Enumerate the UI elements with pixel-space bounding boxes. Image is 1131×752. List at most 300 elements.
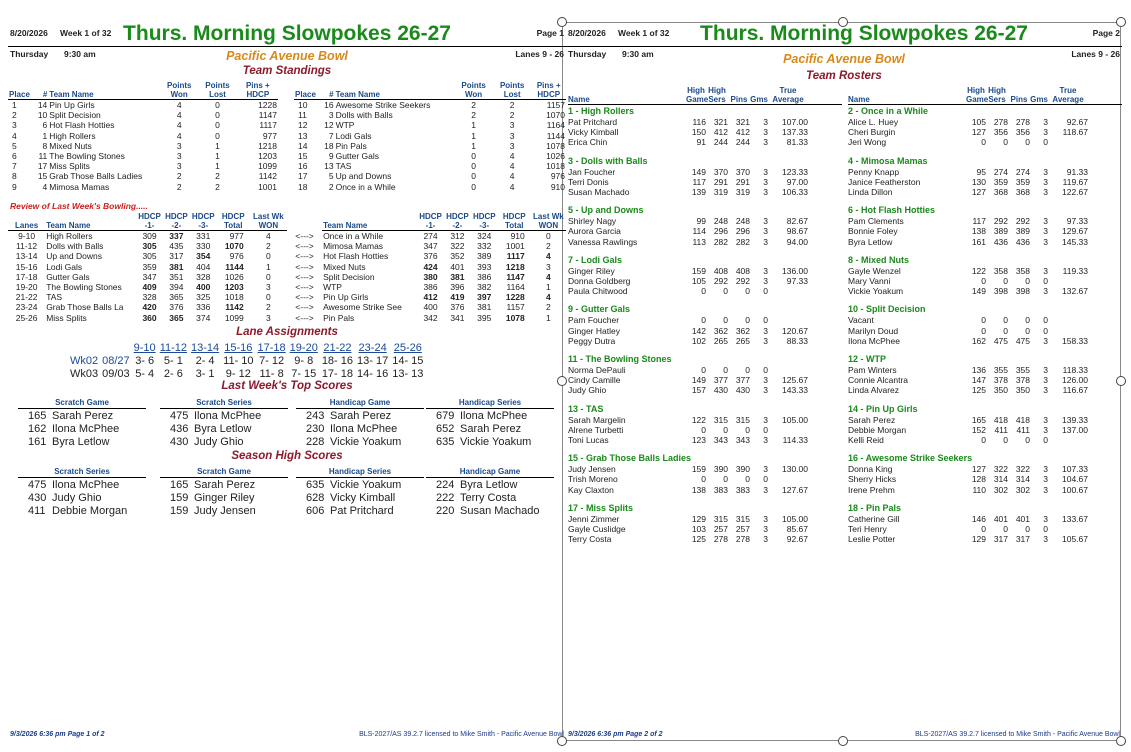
- score-category-title: Scratch Series: [160, 398, 288, 409]
- roster-team-name: 13 - TAS: [568, 403, 604, 414]
- roster-player-row: [568, 266, 842, 276]
- high-game: 91: [696, 137, 706, 148]
- roster-player-row: [848, 514, 1122, 524]
- won-cell: 1: [265, 261, 271, 272]
- score-value: 165: [28, 410, 47, 422]
- high-series: 436: [993, 236, 1008, 247]
- player-name: Sherry Hicks: [848, 474, 897, 485]
- bowling-center: Pacific Avenue Bowl: [783, 52, 905, 66]
- bowler-name: Pat Pritchard: [330, 505, 394, 517]
- roster-team-block: [848, 404, 1122, 446]
- standings-row: [294, 100, 566, 111]
- pins: 244: [735, 137, 750, 148]
- high-series: 274: [993, 166, 1008, 177]
- score-column: [18, 467, 146, 518]
- true-average: 120.67: [782, 325, 808, 336]
- high-series: 389: [993, 226, 1008, 237]
- col-g1-opp: HDCP -1-: [417, 212, 444, 231]
- roster-player-row: [848, 216, 1122, 226]
- lanes-range: Lanes 9 - 26: [1071, 49, 1120, 59]
- won-cell: 0: [265, 271, 271, 282]
- game2-cell: 351: [169, 271, 184, 282]
- player-name: Sarah Margelin: [568, 414, 626, 425]
- game1-cell: 420: [142, 302, 157, 313]
- opp-game2-cell: 312: [450, 231, 465, 241]
- lane-pair-header: 9-10: [133, 342, 156, 354]
- pins: 322: [1015, 464, 1030, 475]
- score-column: [160, 467, 288, 518]
- opp-team-name-cell: Mimosa Mamas: [323, 241, 384, 252]
- true-average: [1048, 137, 1088, 147]
- player-name: Teri Henry: [848, 524, 887, 535]
- games: 3: [763, 137, 768, 148]
- bowler-name: Ilona McPhee: [52, 479, 120, 491]
- team-name-cell: Lodi Gals: [335, 130, 372, 141]
- pins: 350: [1015, 385, 1030, 396]
- pins: 398: [1015, 286, 1030, 297]
- points-lost-cell: 0: [215, 100, 220, 110]
- points-lost-cell: 4: [509, 151, 515, 162]
- pins-hdcp-cell: 1070: [546, 110, 565, 121]
- opp-team-name-cell: Split Decision: [323, 271, 375, 282]
- roster-player-row: [848, 226, 1122, 236]
- true-average: 114.33: [782, 435, 808, 446]
- score-value: 635: [306, 479, 325, 491]
- col-hdcp: Pins + HDCP: [531, 81, 566, 100]
- lane-pair-header: 11-12: [159, 342, 188, 354]
- pins: 278: [735, 534, 750, 545]
- game3-cell: 404: [196, 261, 211, 272]
- pins: 378: [1015, 375, 1030, 386]
- roster-col-pins: Pins: [1010, 95, 1028, 104]
- lanes-cell: 11-12: [16, 241, 38, 252]
- roster-player-row: [848, 137, 1122, 147]
- rosters-title: Team Rosters: [806, 70, 882, 82]
- pins-hdcp-cell: 1142: [258, 171, 277, 182]
- games: 3: [763, 265, 768, 276]
- opp-game2-cell: 352: [450, 251, 465, 262]
- roster-player-row: [848, 177, 1122, 187]
- opp-game1-cell: 347: [423, 241, 438, 252]
- team-name-cell: WTP: [335, 120, 355, 131]
- player-name: Bonnie Foley: [848, 226, 898, 237]
- high-game: 162: [971, 335, 986, 346]
- opp-game1-cell: 412: [423, 292, 438, 303]
- score-value: 224: [436, 479, 455, 491]
- pins: 0: [1025, 137, 1030, 148]
- roster-team-block: [568, 255, 842, 297]
- high-game: 105: [971, 117, 986, 127]
- roster-player-row: [568, 315, 842, 325]
- won-cell: 2: [265, 302, 271, 313]
- team-name-cell: High Rollers: [46, 231, 93, 241]
- pins: 315: [735, 414, 750, 425]
- team-name-cell: Gutter Gals: [46, 271, 90, 282]
- high-game: 105: [691, 276, 706, 287]
- true-average: 122.67: [1062, 187, 1088, 198]
- true-average: 82.67: [786, 216, 808, 227]
- score-column: [160, 398, 288, 449]
- review-rows: [8, 231, 566, 323]
- roster-player-row: [568, 286, 842, 296]
- roster-player-row: [568, 514, 842, 524]
- lane-pair-header: 25-26: [393, 342, 422, 354]
- player-name: Sarah Perez: [848, 414, 896, 425]
- versus-cell: <--->: [295, 292, 314, 303]
- games: 3: [1043, 365, 1048, 376]
- report-date: 8/20/2026: [10, 28, 48, 38]
- high-series: 0: [1003, 137, 1008, 148]
- roster-team-block: [568, 205, 842, 247]
- player-name: Vanessa Rawlings: [568, 236, 638, 247]
- place-cell: 16: [298, 161, 308, 172]
- points-won-cell: 3: [176, 140, 182, 151]
- roster-player-row: [568, 524, 842, 534]
- true-average: 116.67: [1062, 385, 1088, 396]
- page-number: Page 2: [1092, 28, 1120, 38]
- pins: 383: [735, 484, 750, 495]
- opp-game1-cell: 400: [423, 302, 438, 313]
- games: 3: [1043, 265, 1048, 276]
- player-name: Marilyn Doud: [848, 325, 899, 336]
- true-average: [1048, 326, 1088, 336]
- game1-cell: 359: [142, 261, 157, 272]
- high-series: 322: [993, 464, 1008, 475]
- roster-player-row: [568, 237, 842, 247]
- opp-game1-cell: 274: [423, 231, 438, 241]
- pins: 0: [1025, 325, 1030, 336]
- true-average: 137.33: [782, 127, 808, 138]
- points-lost-cell: 4: [509, 181, 515, 192]
- roster-player-row: [568, 187, 842, 197]
- roster-player-row: [848, 315, 1122, 325]
- score-entry: [296, 479, 424, 492]
- high-series: 355: [993, 365, 1008, 376]
- standings-row: [294, 161, 566, 171]
- games: 3: [763, 385, 768, 396]
- team-pairing: 13- 13: [392, 368, 424, 380]
- pins: 418: [1015, 414, 1030, 425]
- true-average: [768, 286, 808, 296]
- roster-player-row: [848, 237, 1122, 247]
- opp-team-name-cell: Mixed Nuts: [323, 261, 366, 272]
- pins: 390: [735, 464, 750, 475]
- opp-game2-cell: 381: [450, 271, 465, 282]
- true-average: 97.33: [1066, 216, 1088, 227]
- lanes-cell: 15-16: [15, 261, 38, 272]
- player-name: Linda Dillon: [848, 187, 893, 198]
- points-won-cell: 2: [176, 181, 182, 192]
- high-game: 129: [691, 513, 706, 524]
- bowler-name: Ginger Riley: [194, 492, 255, 504]
- high-game: 130: [971, 176, 986, 187]
- team-pairing: 2- 4: [195, 355, 215, 367]
- high-game: 159: [691, 464, 706, 475]
- games: 3: [763, 236, 768, 247]
- roster-player-row: [848, 365, 1122, 375]
- high-game: 127: [971, 187, 986, 198]
- games: 3: [763, 414, 768, 425]
- high-game: 103: [691, 524, 706, 535]
- roster-team-block: [568, 354, 842, 396]
- standings-row: [8, 120, 278, 130]
- true-average: 123.33: [782, 166, 808, 177]
- high-game: 0: [981, 137, 986, 148]
- team-number-cell: 7: [328, 130, 334, 141]
- roster-col-hg: High Game: [966, 86, 989, 104]
- team-name-cell: Miss Splits: [49, 161, 90, 172]
- player-name: Gayle Wenzel: [848, 265, 901, 276]
- opp-game2-cell: 341: [450, 312, 465, 323]
- score-value: 222: [436, 492, 455, 504]
- games: 3: [763, 524, 768, 535]
- true-average: [1048, 276, 1088, 286]
- roster-player-row: [568, 385, 842, 395]
- score-column: [296, 398, 424, 449]
- roster-header: [848, 86, 1122, 105]
- pins: 412: [735, 127, 750, 138]
- pins: 355: [1015, 365, 1030, 376]
- roster-team-block: [568, 106, 842, 148]
- bowler-name: Sarah Perez: [52, 410, 114, 422]
- points-won-cell: 3: [176, 151, 182, 162]
- games: 3: [1043, 474, 1048, 485]
- review-table: [8, 212, 566, 323]
- roster-col-gms: Gms: [1030, 95, 1048, 104]
- opp-game3-cell: 395: [477, 312, 492, 323]
- print-stamp: 9/3/2026 6:36 pm Page 1 of 2: [10, 731, 105, 738]
- high-game: 125: [691, 534, 706, 545]
- roster-team-name: 11 - The Bowling Stones: [568, 354, 672, 365]
- true-average: 139.33: [1062, 414, 1088, 425]
- high-series: 319: [713, 187, 728, 198]
- games: 3: [1043, 385, 1048, 396]
- total-cell: 976: [229, 251, 244, 262]
- player-name: Pat Pritchard: [568, 117, 618, 127]
- game1-cell: 309: [142, 231, 157, 241]
- pins: 248: [735, 216, 750, 227]
- roster-team-name: 6 - Hot Flash Hotties: [848, 205, 936, 216]
- team-number-cell: 16: [324, 100, 334, 110]
- col-team-opp: Team Name: [322, 212, 417, 231]
- roster-player-row: [848, 266, 1122, 276]
- pins-hdcp-cell: 1147: [258, 110, 277, 121]
- opp-team-name-cell: WTP: [323, 282, 342, 293]
- lane-header-spacer: [68, 342, 100, 355]
- col-place: Place: [8, 81, 34, 100]
- games: 3: [1043, 484, 1048, 495]
- opp-game1-cell: 386: [423, 282, 438, 293]
- true-average: [768, 425, 808, 435]
- roster-player-row: [848, 187, 1122, 197]
- place-cell: 12: [298, 120, 308, 131]
- true-average: 132.67: [1062, 286, 1088, 297]
- score-value: 161: [28, 436, 47, 448]
- true-average: [768, 315, 808, 325]
- roster-player-row: [568, 276, 842, 286]
- points-won-cell: 1: [471, 140, 476, 151]
- standings-row: [8, 171, 278, 181]
- true-average: 105.00: [782, 513, 808, 524]
- report-date: 8/20/2026: [568, 28, 606, 38]
- roster-team-block: [848, 304, 1122, 346]
- roster-player-row: [568, 117, 842, 127]
- games: 3: [763, 484, 768, 495]
- won-cell: 3: [265, 282, 271, 293]
- pins-hdcp-cell: 910: [550, 181, 565, 192]
- points-won-cell: 2: [471, 100, 476, 110]
- high-series: 282: [713, 236, 728, 247]
- games: 0: [763, 365, 768, 376]
- high-game: 157: [691, 385, 706, 396]
- col-won: Points Won: [454, 81, 493, 100]
- pins: 257: [735, 524, 750, 535]
- opp-won-cell: 2: [546, 241, 551, 252]
- pins: 302: [1015, 484, 1030, 495]
- games: 3: [763, 216, 768, 227]
- high-series: 302: [993, 484, 1008, 495]
- high-game: 0: [701, 315, 706, 326]
- score-value: 652: [436, 423, 455, 435]
- opp-game2-cell: 419: [450, 292, 465, 303]
- games: 3: [763, 176, 768, 187]
- points-lost-cell: 4: [509, 171, 515, 182]
- roster-team-name: 18 - Pin Pals: [848, 502, 902, 513]
- player-name: Vickie Yoakum: [848, 286, 904, 297]
- license-text: BLS-2027/AS 39.2.7 licensed to Mike Smith - Pacific Avenue Bowl: [915, 731, 1120, 738]
- high-series: 358: [993, 265, 1008, 276]
- team-name-cell: Grab Those Balls Ladies: [49, 171, 143, 182]
- roster-player-row: [568, 216, 842, 226]
- roster-player-row: [848, 375, 1122, 385]
- place-cell: 4: [12, 130, 17, 141]
- roster-col-hs: High Sers: [708, 86, 726, 104]
- points-lost-cell: 1: [215, 151, 220, 162]
- game3-cell: 328: [196, 271, 211, 282]
- league-time: 9:30 am: [622, 49, 654, 59]
- bowler-name: Vickie Yoakum: [330, 479, 402, 491]
- roster-col-pins: Pins: [730, 95, 748, 104]
- game2-cell: 365: [169, 312, 184, 323]
- player-name: Shirley Nagy: [568, 216, 617, 227]
- pins-hdcp-cell: 1099: [258, 161, 277, 172]
- player-name: Terri Donis: [568, 176, 609, 187]
- season-high-title: Season High Scores: [231, 450, 343, 462]
- high-series: 244: [713, 137, 728, 148]
- roster-player-row: [848, 425, 1122, 435]
- score-entry: [296, 436, 424, 449]
- high-series: 315: [713, 414, 728, 425]
- game2-cell: 376: [169, 302, 184, 313]
- pins: 356: [1015, 127, 1030, 138]
- score-category-title: Scratch Series: [18, 467, 146, 478]
- score-entry: [18, 479, 146, 492]
- player-name: Alrene Turbetti: [568, 424, 624, 435]
- games: 3: [1043, 424, 1048, 435]
- team-name-cell: TAS: [46, 292, 63, 303]
- bowler-name: Sarah Perez: [330, 410, 392, 422]
- standings-table-right: [294, 81, 566, 192]
- opp-total-cell: 1218: [505, 261, 525, 272]
- versus-cell: <--->: [295, 230, 314, 241]
- true-average: 98.67: [786, 226, 808, 237]
- player-name: Judy Ghio: [568, 385, 607, 396]
- player-name: Leslie Potter: [848, 534, 896, 545]
- points-lost-cell: 0: [215, 130, 220, 141]
- col-won: Points Won: [161, 81, 197, 100]
- place-cell: 14: [298, 140, 308, 151]
- pins: 0: [745, 474, 750, 485]
- true-average: 100.67: [1062, 484, 1088, 495]
- pins: 401: [1015, 513, 1030, 524]
- player-name: Cheri Burgin: [848, 127, 896, 138]
- game1-cell: 305: [142, 241, 157, 252]
- lanes-cell: 23-24: [15, 302, 38, 313]
- roster-player-row: [568, 474, 842, 484]
- team-pairing: 7- 15: [291, 368, 317, 380]
- pins: 296: [735, 226, 750, 237]
- player-name: Pam Winters: [848, 365, 897, 376]
- roster-col-hs: High Sers: [988, 86, 1006, 104]
- total-cell: 977: [229, 231, 244, 241]
- roster-player-row: [848, 534, 1122, 544]
- pins: 291: [735, 176, 750, 187]
- player-name: Connie Alcantra: [848, 375, 909, 386]
- lane-pair-header: 17-18: [257, 342, 286, 354]
- team-name-cell: Lodi Gals: [46, 261, 83, 272]
- team-name-cell: Up and Downs: [46, 251, 102, 262]
- games: 3: [1043, 335, 1048, 346]
- true-average: 81.33: [786, 137, 808, 148]
- player-name: Ginger Hatley: [568, 325, 620, 336]
- opp-game3-cell: 382: [477, 282, 492, 293]
- opp-game1-cell: 380: [423, 271, 438, 282]
- score-entry: [160, 505, 288, 518]
- score-column: [426, 398, 554, 449]
- high-game: 125: [971, 385, 986, 396]
- team-number-cell: 5: [328, 171, 334, 182]
- place-cell: 11: [298, 110, 307, 121]
- games: 3: [1043, 464, 1048, 475]
- points-lost-cell: 2: [215, 181, 220, 192]
- pins: 319: [735, 187, 750, 198]
- bowler-name: Byra Letlow: [460, 479, 518, 491]
- high-game: 149: [691, 375, 706, 386]
- week-date: 08/27: [102, 355, 130, 367]
- score-entry: [160, 410, 288, 423]
- high-game: 0: [981, 325, 986, 336]
- opp-game3-cell: 386: [477, 271, 492, 282]
- place-cell: 5: [12, 140, 17, 151]
- high-series: 278: [713, 534, 728, 545]
- score-entry: [296, 505, 424, 518]
- total-cell: 1099: [224, 312, 244, 323]
- team-number-cell: 6: [42, 120, 48, 131]
- points-won-cell: 0: [471, 161, 476, 172]
- won-cell: 3: [265, 312, 271, 323]
- bowler-name: Judy Jensen: [194, 505, 256, 517]
- roster-player-row: [848, 524, 1122, 534]
- true-average: 107.00: [782, 117, 808, 127]
- team-pairing: 5- 4: [135, 368, 155, 380]
- games: 3: [1043, 286, 1048, 297]
- player-name: Penny Knapp: [848, 166, 900, 177]
- high-series: 411: [994, 424, 1008, 435]
- col-team: Team Name: [335, 81, 455, 100]
- score-entry: [160, 423, 288, 436]
- games: 3: [763, 117, 768, 127]
- roster-player-row: [568, 127, 842, 137]
